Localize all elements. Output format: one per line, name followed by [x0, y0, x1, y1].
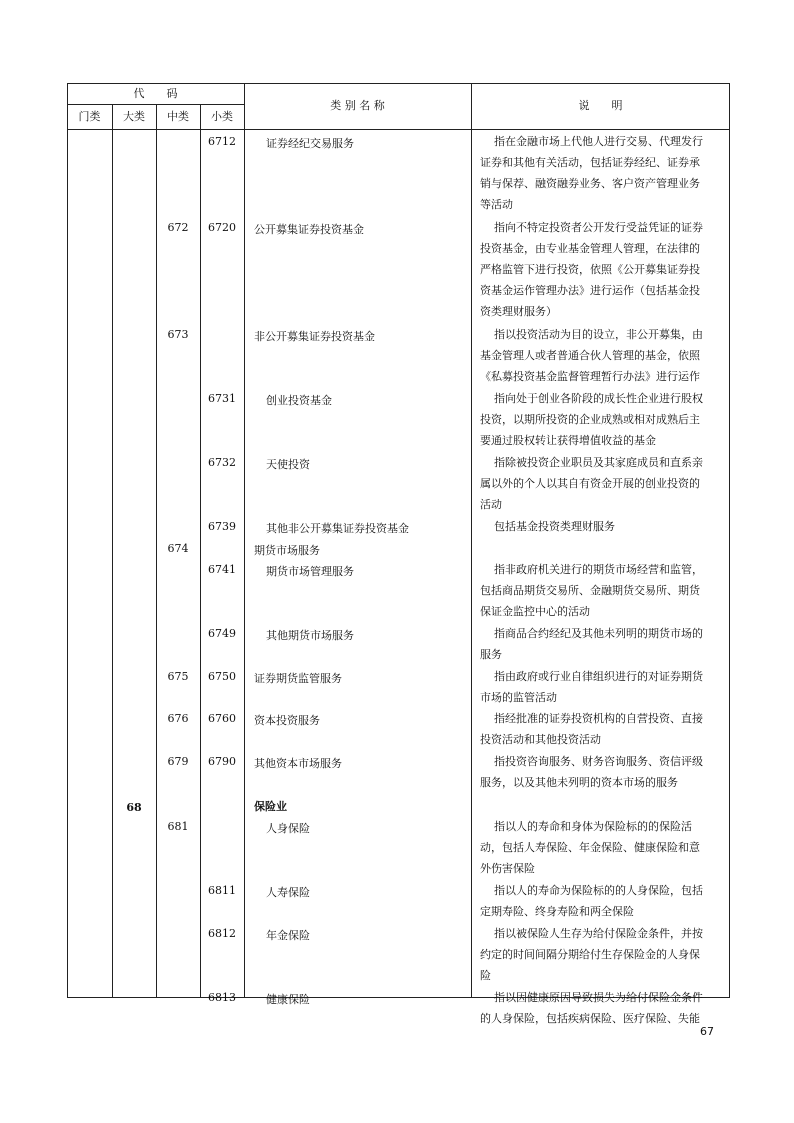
- description-line: 投资活动和其他投资活动: [480, 733, 601, 746]
- category-name: 健康保险: [266, 993, 310, 1006]
- zhong-code: 672: [167, 221, 189, 234]
- category-name: 天使投资: [266, 458, 310, 471]
- description-line: 指非政府机关进行的期货市场经营和监管，: [494, 563, 703, 576]
- description-line: 指以人的寿命和身体为保险标的的保险活: [494, 820, 692, 833]
- category-name: 期货市场管理服务: [266, 565, 354, 578]
- category-description: [480, 666, 724, 708]
- category-description: [480, 452, 724, 515]
- header-da: 大类: [123, 110, 145, 123]
- description-line: 指投资咨询服务、财务咨询服务、资信评级: [494, 755, 703, 768]
- description-line: 定期寿险、终身寿险和两全保险: [480, 905, 634, 918]
- description-line: 活动: [480, 498, 502, 511]
- category-name: 证券经纪交易服务: [266, 137, 354, 150]
- header-men: 门类: [78, 110, 101, 123]
- zhong-code: 674: [167, 542, 189, 555]
- description-line: 市场的监管活动: [480, 691, 557, 704]
- description-line: 指由政府或行业自律组织进行的对证券期货: [494, 670, 703, 683]
- category-name: 创业投资基金: [266, 394, 332, 407]
- description-line: 险: [480, 969, 491, 982]
- category-description: [480, 516, 724, 537]
- classification-table: [67, 83, 730, 1025]
- category-description: [480, 751, 724, 793]
- category-name: 保险业: [254, 800, 287, 813]
- xiao-code: 6760: [208, 712, 236, 725]
- description-line: 动，包括人寿保险、年金保险、健康保险和意: [480, 841, 700, 854]
- description-line: 资基金运作管理办法》进行运作（包括基金投: [480, 284, 700, 297]
- category-name: 资本投资服务: [254, 714, 320, 727]
- description-line: 《私募投资基金监督管理暂行办法》进行运作: [480, 370, 700, 383]
- description-line: 约定的时间间隔分期给付生存保险金的人身保: [480, 948, 700, 961]
- header-code: 代 码: [133, 87, 178, 100]
- description-line: 指向处于创业各阶段的成长性企业进行股权: [494, 392, 703, 405]
- description-line: 服务，以及其他未列明的资本市场的服务: [480, 776, 678, 789]
- description-line: 指以因健康原因导致损失为给付保险金条件: [494, 991, 703, 1004]
- category-name: 人身保险: [266, 822, 310, 835]
- category-description: [480, 324, 724, 387]
- description-line: 服务: [480, 648, 502, 661]
- header-name: 类 别 名 称: [330, 99, 385, 112]
- zhong-code: 681: [167, 820, 189, 833]
- xiao-code: 6749: [208, 627, 236, 640]
- xiao-code: 6739: [208, 520, 236, 533]
- header-xiao: 小类: [211, 110, 233, 123]
- description-line: 指以人的寿命为保险标的的人身保险，包括: [494, 884, 703, 897]
- xiao-code: 6790: [208, 755, 236, 768]
- xiao-code: 6720: [208, 221, 236, 234]
- category-name: 其他期货市场服务: [266, 629, 354, 642]
- description-line: 指商品合约经纪及其他未列明的期货市场的: [494, 627, 703, 640]
- xiao-code: 6732: [208, 456, 236, 469]
- category-description: [480, 880, 724, 922]
- description-line: 保证金监控中心的活动: [480, 605, 590, 618]
- description-line: 属以外的个人以其自有资金开展的创业投资的: [480, 477, 700, 490]
- category-description: [480, 131, 724, 215]
- xiao-code: 6750: [208, 670, 236, 683]
- description-line: 指在金融市场上代他人进行交易、代理发行: [494, 135, 703, 148]
- category-name: 其他资本市场服务: [254, 757, 342, 770]
- zhong-code: 679: [167, 755, 189, 768]
- da-code: 68: [126, 801, 142, 814]
- description-line: 证券和其他有关活动，包括证券经纪、证券承: [480, 156, 700, 169]
- description-line: 指向不特定投资者公开发行受益凭证的证券: [494, 221, 703, 234]
- description-line: 资类理财服务）: [480, 305, 557, 318]
- xiao-code: 6712: [208, 135, 236, 148]
- header-desc: 说 明: [578, 99, 623, 112]
- category-description: [480, 217, 724, 322]
- xiao-code: 6812: [208, 927, 236, 940]
- category-name: 证券期货监管服务: [254, 672, 342, 685]
- category-name: 年金保险: [266, 929, 310, 942]
- header-zhong: 中类: [167, 110, 189, 123]
- category-description: [480, 559, 724, 622]
- zhong-code: 673: [167, 328, 189, 341]
- description-line: 外伤害保险: [480, 862, 535, 875]
- category-description: [480, 708, 724, 750]
- category-name: 其他非公开募集证券投资基金: [266, 522, 409, 535]
- description-line: 指经批准的证券投资机构的自营投资、直接: [494, 712, 703, 725]
- category-description: [480, 923, 724, 986]
- description-line: 要通过股权转让获得增值收益的基金: [480, 434, 656, 447]
- zhong-code: 676: [167, 712, 189, 725]
- description-line: 投资，以期所投资的企业成熟或相对成熟后主: [480, 413, 700, 426]
- xiao-code: 6813: [208, 991, 236, 1004]
- page-number: 67: [700, 1025, 714, 1038]
- category-description: [480, 816, 724, 879]
- description-line: 投资基金，由专业基金管理人管理，在法律的: [480, 242, 700, 255]
- zhong-code: 675: [167, 670, 189, 683]
- description-line: 基金管理人或者普通合伙人管理的基金，依照: [480, 349, 700, 362]
- description-line: 包括商品期货交易所、金融期货交易所、期货: [480, 584, 700, 597]
- xiao-code: 6811: [208, 884, 236, 897]
- description-line: 指以被保险人生存为给付保险金条件，并按: [494, 927, 703, 940]
- category-description: [480, 388, 724, 451]
- description-line: 的人身保险，包括疾病保险、医疗保险、失能: [480, 1012, 700, 1025]
- xiao-code: 6731: [208, 392, 236, 405]
- category-description: [480, 987, 724, 1029]
- description-line: 等活动: [480, 198, 513, 211]
- category-name: 人寿保险: [266, 886, 310, 899]
- description-line: 销与保荐、融资融券业务、客户资产管理业务: [480, 177, 700, 190]
- description-line: 指除被投资企业职员及其家庭成员和直系亲: [494, 456, 703, 469]
- description-line: 严格监管下进行投资，依照《公开募集证券投: [480, 263, 700, 276]
- category-name: 公开募集证券投资基金: [254, 223, 364, 236]
- description-line: 指以投资活动为目的设立，非公开募集，由: [494, 328, 703, 341]
- category-description: [480, 623, 724, 665]
- category-name: 非公开募集证券投资基金: [254, 330, 375, 343]
- description-line: 包括基金投资类理财服务: [494, 520, 615, 533]
- xiao-code: 6741: [208, 563, 236, 576]
- category-name: 期货市场服务: [254, 544, 320, 557]
